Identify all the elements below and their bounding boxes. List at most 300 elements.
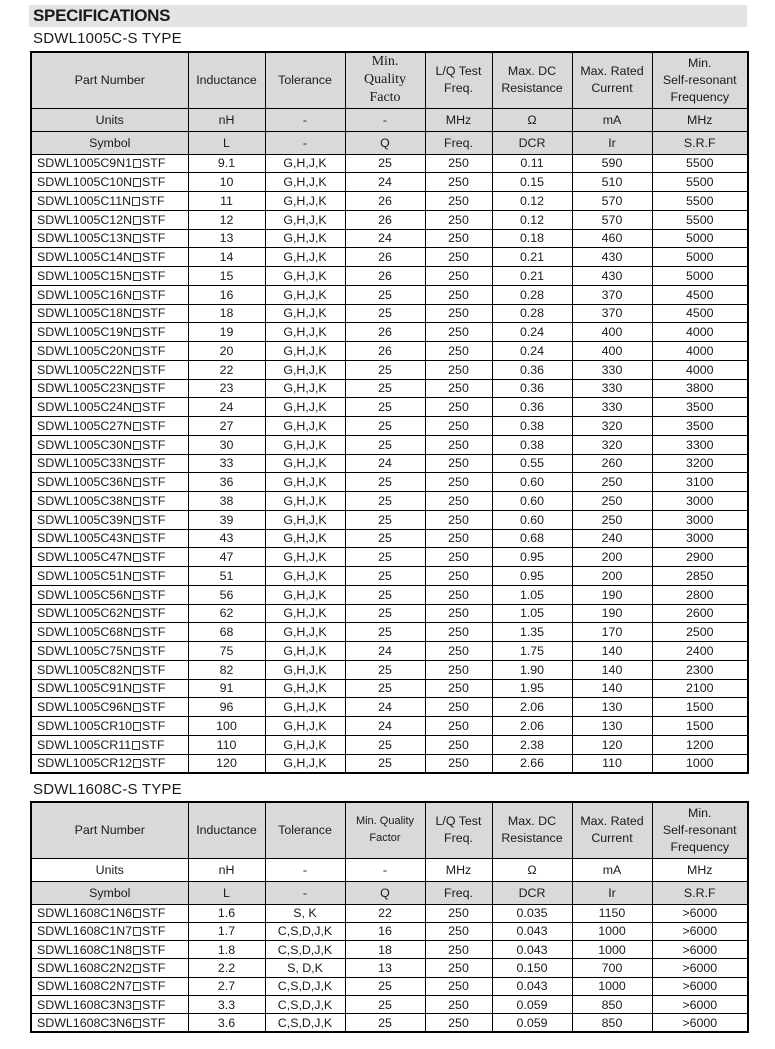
tolerance-cell: G,H,J,K: [265, 379, 345, 398]
table-row: [31, 473, 748, 492]
tolerance-cell: G,H,J,K: [265, 304, 345, 323]
test-frequency-cell: 250: [425, 323, 492, 342]
tolerance-cell: G,H,J,K: [265, 717, 345, 736]
current-cell: 140: [572, 679, 652, 698]
sdwl1608c-spec-table: [30, 801, 749, 1033]
units-cell: -: [265, 108, 345, 131]
part-number-header: Part Number: [31, 802, 188, 858]
srf-cell: 3100: [652, 473, 748, 492]
checkbox-placeholder-icon: [133, 384, 141, 393]
current-cell: 590: [572, 154, 652, 173]
checkbox-placeholder-icon: [133, 759, 141, 768]
inductance-cell: 22: [188, 360, 265, 379]
srf-cell: 3000: [652, 510, 748, 529]
current-cell: 330: [572, 379, 652, 398]
dc-resistance-header: Max. DC Resistance: [492, 52, 572, 108]
part-number-cell: SDWL1005C24N STF: [31, 398, 188, 417]
dcr-cell: 0.68: [492, 529, 572, 548]
quality-cell: 25: [345, 679, 425, 698]
tolerance-cell: G,H,J,K: [265, 454, 345, 473]
dcr-cell: 1.75: [492, 642, 572, 661]
part-number-cell: SDWL1005C51N STF: [31, 567, 188, 586]
symbol-cell: DCR: [492, 131, 572, 154]
part-number-cell: SDWL1005C23N STF: [31, 379, 188, 398]
test-frequency-cell: 250: [425, 454, 492, 473]
units-cell: -: [345, 858, 425, 881]
dcr-cell: 2.06: [492, 717, 572, 736]
dcr-cell: 0.95: [492, 567, 572, 586]
table-row: [31, 995, 748, 1013]
tolerance-cell: G,H,J,K: [265, 529, 345, 548]
units-cell: MHz: [652, 858, 748, 881]
test-frequency-cell: 250: [425, 248, 492, 267]
checkbox-placeholder-icon: [132, 741, 140, 750]
quality-cell: 25: [345, 585, 425, 604]
part-number-cell: SDWL1005C22N STF: [31, 360, 188, 379]
quality-cell: 25: [345, 567, 425, 586]
current-cell: 250: [572, 492, 652, 511]
test-frequency-cell: 250: [425, 977, 492, 995]
inductance-cell: 1.6: [188, 904, 265, 922]
inductance-cell: 62: [188, 604, 265, 623]
inductance-header: Inductance: [188, 52, 265, 108]
tolerance-cell: G,H,J,K: [265, 567, 345, 586]
checkbox-placeholder-icon: [133, 909, 141, 918]
part-number-cell: SDWL1005C39N STF: [31, 510, 188, 529]
current-cell: 570: [572, 210, 652, 229]
dcr-cell: 0.38: [492, 435, 572, 454]
test-frequency-cell: 250: [425, 473, 492, 492]
checkbox-placeholder-icon: [133, 1019, 141, 1028]
dcr-cell: 0.15: [492, 173, 572, 192]
table-row: [31, 679, 748, 698]
checkbox-placeholder-icon: [133, 628, 141, 637]
checkbox-placeholder-icon: [133, 684, 141, 693]
current-cell: 190: [572, 604, 652, 623]
dcr-cell: 0.11: [492, 154, 572, 173]
part-number-cell: SDWL1005C10N STF: [31, 173, 188, 192]
dcr-cell: 1.05: [492, 585, 572, 604]
symbol-row: [31, 881, 748, 904]
quality-cell: 25: [345, 379, 425, 398]
table-row: [31, 510, 748, 529]
table2-body: [31, 904, 748, 1032]
current-cell: 250: [572, 510, 652, 529]
inductance-cell: 82: [188, 660, 265, 679]
part-number-cell: SDWL1005C16N STF: [31, 285, 188, 304]
inductance-cell: 13: [188, 229, 265, 248]
current-cell: 120: [572, 735, 652, 754]
table-row: [31, 454, 748, 473]
srf-cell: 4000: [652, 360, 748, 379]
tolerance-header: Tolerance: [265, 802, 345, 858]
dcr-cell: 1.95: [492, 679, 572, 698]
test-frequency-cell: 250: [425, 1014, 492, 1032]
checkbox-placeholder-icon: [133, 291, 141, 300]
dcr-cell: 0.28: [492, 304, 572, 323]
tolerance-cell: G,H,J,K: [265, 473, 345, 492]
part-number-cell: SDWL1005C13N STF: [31, 229, 188, 248]
quality-cell: 25: [345, 623, 425, 642]
inductance-cell: 30: [188, 435, 265, 454]
checkbox-placeholder-icon: [133, 309, 141, 318]
checkbox-placeholder-icon: [133, 703, 141, 712]
current-cell: 140: [572, 642, 652, 661]
tolerance-cell: S, K: [265, 904, 345, 922]
test-frequency-cell: 250: [425, 210, 492, 229]
checkbox-placeholder-icon: [133, 534, 141, 543]
symbol-row: [31, 131, 748, 154]
inductance-header: Inductance: [188, 802, 265, 858]
inductance-cell: 68: [188, 623, 265, 642]
current-cell: 430: [572, 267, 652, 286]
dcr-cell: 1.90: [492, 660, 572, 679]
units-cell: MHz: [425, 108, 492, 131]
tolerance-cell: G,H,J,K: [265, 192, 345, 211]
current-cell: 1150: [572, 904, 652, 922]
checkbox-placeholder-icon: [133, 572, 141, 581]
checkbox-placeholder-icon: [133, 497, 141, 506]
units-cell: mA: [572, 858, 652, 881]
test-frequency-header: L/Q Test Freq.: [425, 802, 492, 858]
table-row: [31, 529, 748, 548]
table-row: [31, 417, 748, 436]
checkbox-placeholder-icon: [133, 366, 141, 375]
table-row: [31, 285, 748, 304]
part-number-cell: SDWL1005C38N STF: [31, 492, 188, 511]
checkbox-placeholder-icon: [133, 178, 141, 187]
dcr-cell: 2.66: [492, 754, 572, 773]
srf-cell: 3800: [652, 379, 748, 398]
srf-cell: 5500: [652, 173, 748, 192]
inductance-cell: 33: [188, 454, 265, 473]
units-cell: Units: [31, 108, 188, 131]
inductance-cell: 3.6: [188, 1014, 265, 1032]
inductance-cell: 24: [188, 398, 265, 417]
test-frequency-cell: 250: [425, 735, 492, 754]
table-row: [31, 210, 748, 229]
current-cell: 330: [572, 360, 652, 379]
part-number-cell: SDWL1005CR12 STF: [31, 754, 188, 773]
checkbox-placeholder-icon: [133, 946, 141, 955]
units-cell: MHz: [652, 108, 748, 131]
quality-cell: 25: [345, 304, 425, 323]
inductance-cell: 120: [188, 754, 265, 773]
symbol-cell: -: [265, 131, 345, 154]
tolerance-header: Tolerance: [265, 52, 345, 108]
checkbox-placeholder-icon: [133, 964, 141, 973]
part-number-cell: SDWL1005C62N STF: [31, 604, 188, 623]
table-row: [31, 585, 748, 604]
dcr-cell: 0.150: [492, 959, 572, 977]
tolerance-cell: C,S,D,J,K: [265, 1014, 345, 1032]
inductance-cell: 91: [188, 679, 265, 698]
tolerance-cell: S, D,K: [265, 959, 345, 977]
inductance-cell: 10: [188, 173, 265, 192]
table-row: [31, 754, 748, 773]
tolerance-cell: G,H,J,K: [265, 398, 345, 417]
table-row: [31, 941, 748, 959]
tolerance-cell: G,H,J,K: [265, 435, 345, 454]
current-cell: 200: [572, 548, 652, 567]
checkbox-placeholder-icon: [133, 459, 141, 468]
current-cell: 850: [572, 1014, 652, 1032]
dcr-cell: 0.36: [492, 379, 572, 398]
part-number-cell: SDWL1005C33N STF: [31, 454, 188, 473]
dcr-cell: 0.21: [492, 248, 572, 267]
test-frequency-cell: 250: [425, 285, 492, 304]
self-resonant-frequency-header: Min. Self-resonant Frequency: [652, 802, 748, 858]
quality-cell: 25: [345, 435, 425, 454]
symbol-cell: Freq.: [425, 131, 492, 154]
tolerance-cell: G,H,J,K: [265, 735, 345, 754]
quality-cell: 25: [345, 154, 425, 173]
test-frequency-cell: 250: [425, 941, 492, 959]
table-row: [31, 567, 748, 586]
units-cell: -: [265, 858, 345, 881]
srf-cell: >6000: [652, 922, 748, 940]
tolerance-cell: G,H,J,K: [265, 754, 345, 773]
quality-factor-header: Min. Quality Facto: [345, 52, 425, 108]
quality-cell: 24: [345, 642, 425, 661]
table-row: [31, 154, 748, 173]
inductance-cell: 15: [188, 267, 265, 286]
table-row: [31, 248, 748, 267]
part-number-cell: SDWL1608C3N3 STF: [31, 995, 188, 1013]
tolerance-cell: G,H,J,K: [265, 267, 345, 286]
srf-cell: 2900: [652, 548, 748, 567]
header-row: [31, 52, 748, 108]
dcr-cell: 0.059: [492, 1014, 572, 1032]
test-frequency-cell: 250: [425, 229, 492, 248]
self-resonant-frequency-header: Min. Self-resonant Frequency: [652, 52, 748, 108]
current-cell: 260: [572, 454, 652, 473]
part-number-cell: SDWL1005C30N STF: [31, 435, 188, 454]
table2-title: SDWL1608C-S TYPE: [33, 781, 182, 798]
srf-cell: 4000: [652, 323, 748, 342]
srf-cell: 3500: [652, 417, 748, 436]
inductance-cell: 47: [188, 548, 265, 567]
part-number-cell: SDWL1005C96N STF: [31, 698, 188, 717]
units-row: [31, 858, 748, 881]
quality-cell: 25: [345, 492, 425, 511]
dcr-cell: 0.36: [492, 398, 572, 417]
tolerance-cell: G,H,J,K: [265, 173, 345, 192]
checkbox-placeholder-icon: [133, 403, 141, 412]
symbol-cell: Q: [345, 881, 425, 904]
quality-cell: 25: [345, 285, 425, 304]
part-number-cell: SDWL1005C43N STF: [31, 529, 188, 548]
checkbox-placeholder-icon: [133, 347, 141, 356]
symbol-cell: Q: [345, 131, 425, 154]
srf-cell: >6000: [652, 904, 748, 922]
tolerance-cell: G,H,J,K: [265, 342, 345, 361]
inductance-cell: 56: [188, 585, 265, 604]
test-frequency-cell: 250: [425, 959, 492, 977]
srf-cell: 5500: [652, 154, 748, 173]
inductance-cell: 43: [188, 529, 265, 548]
checkbox-placeholder-icon: [133, 422, 141, 431]
srf-cell: 4000: [652, 342, 748, 361]
current-cell: 330: [572, 398, 652, 417]
current-cell: 130: [572, 717, 652, 736]
test-frequency-cell: 250: [425, 267, 492, 286]
current-cell: 570: [572, 192, 652, 211]
test-frequency-cell: 250: [425, 417, 492, 436]
test-frequency-cell: 250: [425, 698, 492, 717]
test-frequency-header: L/Q Test Freq.: [425, 52, 492, 108]
tolerance-cell: G,H,J,K: [265, 285, 345, 304]
srf-cell: 4500: [652, 285, 748, 304]
current-cell: 110: [572, 754, 652, 773]
quality-cell: 25: [345, 1014, 425, 1032]
quality-cell: 25: [345, 548, 425, 567]
dcr-cell: 0.043: [492, 977, 572, 995]
part-number-cell: SDWL1005C9N1 STF: [31, 154, 188, 173]
checkbox-placeholder-icon: [133, 609, 141, 618]
checkbox-placeholder-icon: [132, 197, 140, 206]
test-frequency-cell: 250: [425, 754, 492, 773]
checkbox-placeholder-icon: [133, 234, 141, 243]
tolerance-cell: G,H,J,K: [265, 585, 345, 604]
current-cell: 700: [572, 959, 652, 977]
specifications-banner: [29, 5, 747, 27]
srf-cell: 3000: [652, 492, 748, 511]
test-frequency-cell: 250: [425, 995, 492, 1013]
srf-cell: 2600: [652, 604, 748, 623]
checkbox-placeholder-icon: [133, 1001, 141, 1010]
checkbox-placeholder-icon: [133, 159, 141, 168]
tolerance-cell: G,H,J,K: [265, 548, 345, 567]
symbol-cell: Freq.: [425, 881, 492, 904]
test-frequency-cell: 250: [425, 510, 492, 529]
current-cell: 190: [572, 585, 652, 604]
srf-cell: 5000: [652, 229, 748, 248]
srf-cell: >6000: [652, 977, 748, 995]
dcr-cell: 2.06: [492, 698, 572, 717]
inductance-cell: 20: [188, 342, 265, 361]
quality-cell: 13: [345, 959, 425, 977]
quality-cell: 16: [345, 922, 425, 940]
dcr-cell: 2.38: [492, 735, 572, 754]
quality-cell: 25: [345, 473, 425, 492]
tolerance-cell: G,H,J,K: [265, 698, 345, 717]
quality-cell: 25: [345, 754, 425, 773]
current-cell: 170: [572, 623, 652, 642]
test-frequency-cell: 250: [425, 435, 492, 454]
quality-cell: 22: [345, 904, 425, 922]
dcr-cell: 0.043: [492, 922, 572, 940]
current-cell: 510: [572, 173, 652, 192]
table-row: [31, 229, 748, 248]
checkbox-placeholder-icon: [133, 272, 141, 281]
sdwl1005c-spec-table: [30, 51, 749, 774]
rated-current-header: Max. Rated Current: [572, 52, 652, 108]
dc-resistance-header: Max. DC Resistance: [492, 802, 572, 858]
quality-cell: 24: [345, 454, 425, 473]
inductance-cell: 3.3: [188, 995, 265, 1013]
part-number-cell: SDWL1005C19N STF: [31, 323, 188, 342]
srf-cell: 3200: [652, 454, 748, 473]
units-row: [31, 108, 748, 131]
current-cell: 370: [572, 304, 652, 323]
inductance-cell: 14: [188, 248, 265, 267]
quality-cell: 26: [345, 323, 425, 342]
units-cell: Units: [31, 858, 188, 881]
inductance-cell: 27: [188, 417, 265, 436]
part-number-cell: SDWL1005C11N STF: [31, 192, 188, 211]
current-cell: 320: [572, 435, 652, 454]
dcr-cell: 0.28: [492, 285, 572, 304]
srf-cell: 5500: [652, 192, 748, 211]
symbol-cell: Symbol: [31, 881, 188, 904]
quality-cell: 24: [345, 717, 425, 736]
current-cell: 400: [572, 342, 652, 361]
test-frequency-cell: 250: [425, 342, 492, 361]
test-frequency-cell: 250: [425, 529, 492, 548]
part-number-header: Part Number: [31, 52, 188, 108]
tolerance-cell: G,H,J,K: [265, 360, 345, 379]
current-cell: 1000: [572, 922, 652, 940]
test-frequency-cell: 250: [425, 904, 492, 922]
checkbox-placeholder-icon: [133, 722, 141, 731]
dcr-cell: 0.60: [492, 473, 572, 492]
units-cell: nH: [188, 108, 265, 131]
tolerance-cell: G,H,J,K: [265, 510, 345, 529]
table-row: [31, 323, 748, 342]
current-cell: 1000: [572, 977, 652, 995]
tolerance-cell: C,S,D,J,K: [265, 977, 345, 995]
quality-cell: 25: [345, 360, 425, 379]
symbol-cell: L: [188, 881, 265, 904]
symbol-cell: Ir: [572, 131, 652, 154]
checkbox-placeholder-icon: [133, 441, 141, 450]
tolerance-cell: G,H,J,K: [265, 210, 345, 229]
part-number-cell: SDWL1005C27N STF: [31, 417, 188, 436]
inductance-cell: 1.7: [188, 922, 265, 940]
part-number-cell: SDWL1005C82N STF: [31, 660, 188, 679]
quality-cell: 25: [345, 735, 425, 754]
checkbox-placeholder-icon: [133, 516, 141, 525]
part-number-cell: SDWL1608C1N8 STF: [31, 941, 188, 959]
table-row: [31, 360, 748, 379]
dcr-cell: 0.36: [492, 360, 572, 379]
part-number-cell: SDWL1005C18N STF: [31, 304, 188, 323]
tolerance-cell: C,S,D,J,K: [265, 995, 345, 1013]
table-row: [31, 398, 748, 417]
tolerance-cell: G,H,J,K: [265, 154, 345, 173]
checkbox-placeholder-icon: [133, 982, 141, 991]
units-cell: -: [345, 108, 425, 131]
dcr-cell: 0.18: [492, 229, 572, 248]
test-frequency-cell: 250: [425, 192, 492, 211]
table1-body: [31, 154, 748, 773]
symbol-cell: S.R.F: [652, 881, 748, 904]
tolerance-cell: G,H,J,K: [265, 248, 345, 267]
part-number-cell: SDWL1608C1N6 STF: [31, 904, 188, 922]
quality-cell: 26: [345, 248, 425, 267]
current-cell: 1000: [572, 941, 652, 959]
test-frequency-cell: 250: [425, 717, 492, 736]
inductance-cell: 11: [188, 192, 265, 211]
table-row: [31, 267, 748, 286]
table-row: [31, 698, 748, 717]
current-cell: 140: [572, 660, 652, 679]
part-number-cell: SDWL1005C75N STF: [31, 642, 188, 661]
quality-cell: 25: [345, 995, 425, 1013]
tolerance-cell: G,H,J,K: [265, 417, 345, 436]
quality-cell: 25: [345, 510, 425, 529]
